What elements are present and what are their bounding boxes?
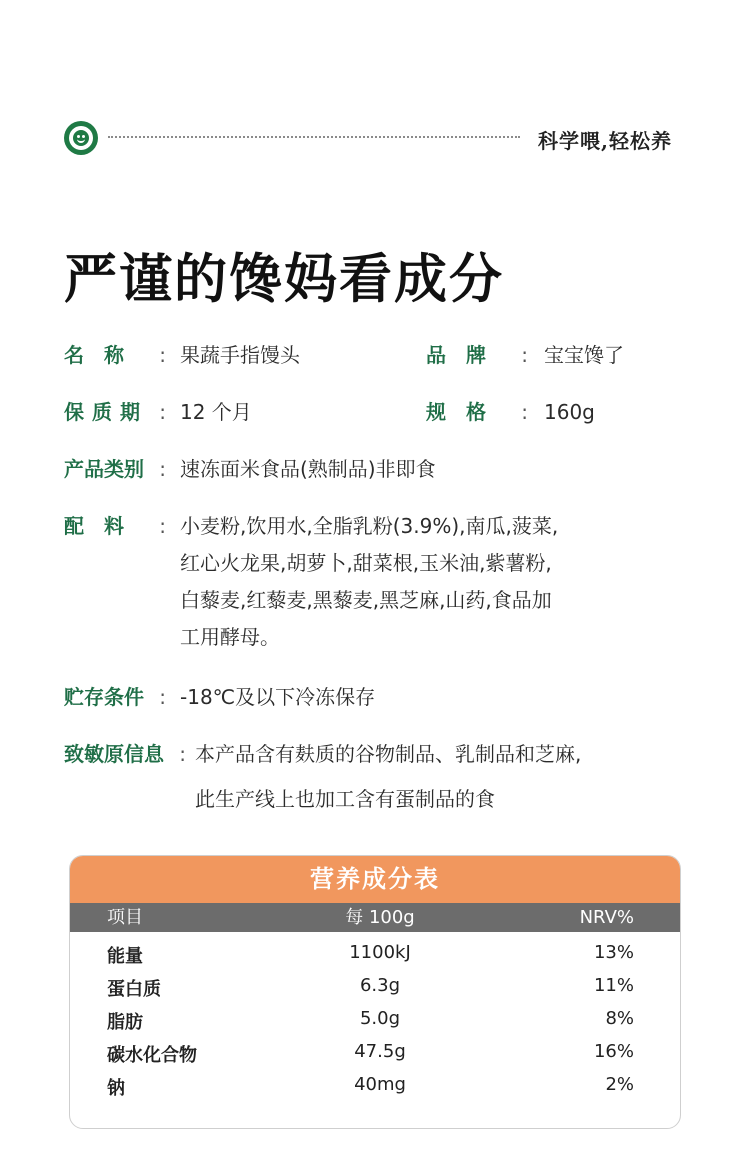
name-value: 果蔬手指馒头 [180, 343, 300, 367]
brand-logo-icon [64, 121, 98, 155]
ingredients-line: 白藜麦,红藜麦,黑藜麦,黑芝麻,山药,食品加 [180, 588, 552, 612]
spec-value: 160g [544, 400, 595, 424]
table-row [70, 1074, 680, 1107]
brand-value: 宝宝馋了 [544, 343, 624, 367]
nutrient-name: 蛋白质 [107, 979, 161, 1000]
allergen-line: 此生产线上也加工含有蛋制品的食 [195, 787, 495, 811]
nutrient-nrv: 11% [593, 975, 634, 996]
info-row-category [64, 451, 684, 488]
brand-label: 品 牌 : [426, 343, 528, 367]
nutrient-name: 脂肪 [107, 1012, 143, 1033]
page-title: 严谨的馋妈看成分 [64, 249, 504, 310]
table-row [70, 1008, 680, 1041]
name-label: 名 称 : [64, 343, 166, 367]
ingredients-line: 小麦粉,饮用水,全脂乳粉(3.9%),南瓜,菠菜, [180, 514, 559, 538]
info-row-ingredients [64, 508, 684, 658]
allergen-label: 致敏原信息 : [64, 742, 186, 766]
ingredients-line: 红心火龙果,胡萝卜,甜菜根,玉米油,紫薯粉, [180, 551, 552, 575]
col-nrv-header: NRV% [579, 907, 634, 928]
table-row [70, 975, 680, 1008]
tagline: 科学喂,轻松养 [538, 129, 672, 153]
nutrient-amount: 40mg [354, 1074, 406, 1095]
nutrition-header-row [70, 903, 680, 932]
table-row [70, 942, 680, 975]
nutrient-nrv: 2% [605, 1074, 634, 1095]
nutrient-name: 能量 [107, 946, 143, 967]
spec-label: 规 格 : [426, 400, 528, 424]
nutrient-amount: 1100kJ [349, 942, 411, 963]
nutrient-amount: 6.3g [359, 975, 401, 996]
ingredients-line: 工用酵母。 [180, 625, 280, 649]
info-row-allergen [64, 736, 684, 816]
nutrition-title: 营养成分表 [70, 856, 680, 903]
col-item-header: 项目 [107, 907, 143, 928]
nutrient-name: 钠 [107, 1078, 125, 1099]
category-value: 速冻面米食品(熟制品)非即食 [180, 457, 436, 481]
category-label: 产品类别 : [64, 457, 166, 481]
info-row-shelf [64, 394, 684, 431]
col-per100g-header: 每 100g [345, 907, 415, 928]
nutrient-name: 碳水化合物 [107, 1045, 197, 1066]
nutrient-nrv: 16% [593, 1041, 634, 1062]
nutrition-table [69, 855, 681, 1129]
nutrient-nrv: 13% [593, 942, 634, 963]
dotted-divider [108, 136, 520, 138]
info-row-storage [64, 679, 684, 716]
allergen-line: 本产品含有麸质的谷物制品、乳制品和芝麻, [195, 742, 582, 766]
table-row [70, 1041, 680, 1074]
nutrient-amount: 47.5g [354, 1041, 406, 1062]
info-row-name [64, 337, 684, 374]
shelf-label: 保质期 : [64, 400, 166, 424]
nutrient-amount: 5.0g [359, 1008, 401, 1029]
storage-label: 贮存条件 : [64, 685, 166, 709]
ingredients-label: 配 料 : [64, 514, 166, 538]
nutrient-nrv: 8% [605, 1008, 634, 1029]
shelf-value: 12 个月 [180, 400, 252, 424]
storage-value: -18℃及以下冷冻保存 [180, 685, 376, 709]
